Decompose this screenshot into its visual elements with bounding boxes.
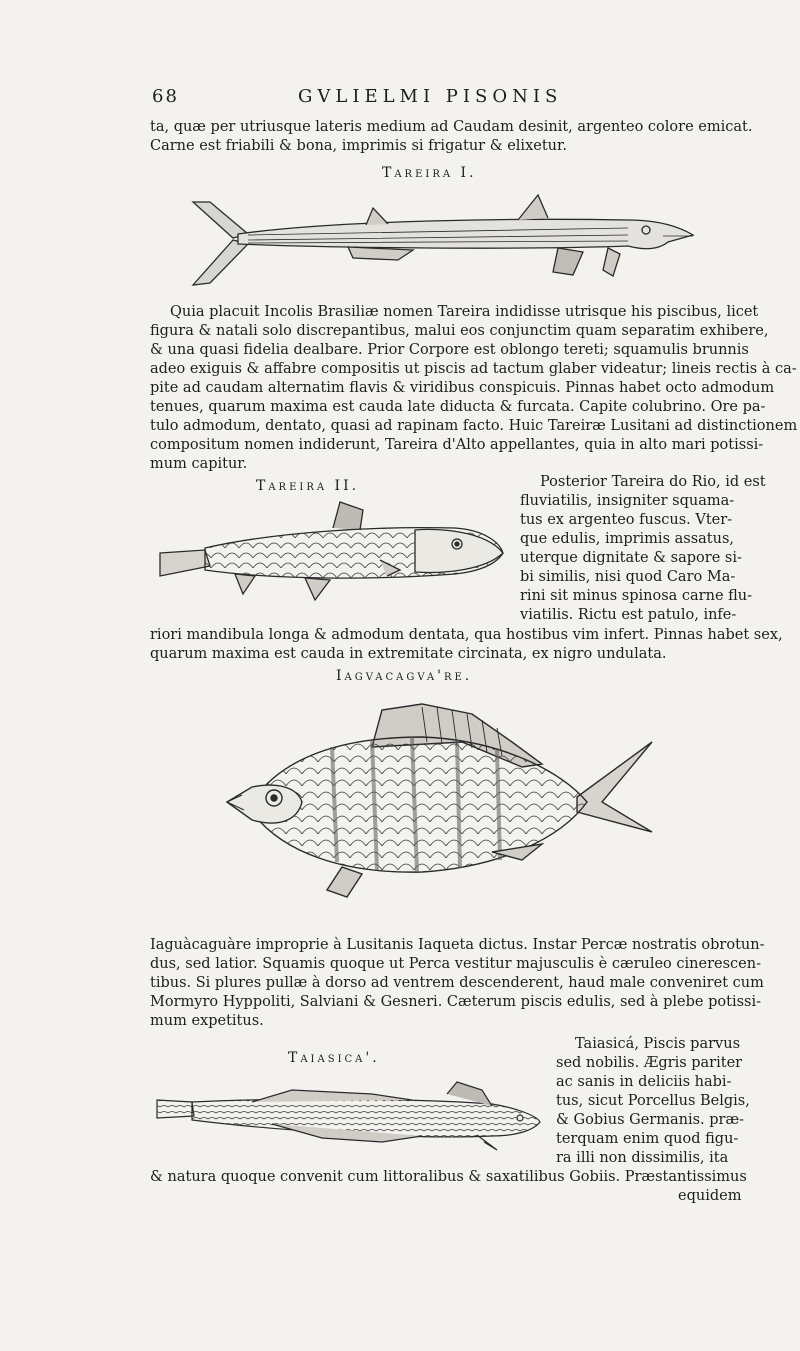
side-text-1-line: rini sit minus spinosa carne flu- — [520, 588, 753, 604]
side-text-2-line: terquam enim quod figu- — [556, 1131, 739, 1147]
paragraph-1-line: Quia placuit Incolis Brasiliæ nomen Tareira indidisse utrisque his piscibus, licet — [170, 304, 759, 320]
catchword: equidem — [678, 1188, 742, 1204]
side-text-2-line: Taiasicá, Piscis parvus — [575, 1036, 741, 1052]
paragraph-1-line: compositum nomen indiderunt, Tareira d'Alto appellantes, quia in alto mari potissi- — [150, 437, 764, 453]
figure-caption-iaguacaguare: Iagvacagva're. — [336, 668, 473, 684]
side-text-1-line: bi similis, nisi quod Caro Ma- — [520, 569, 736, 585]
side-text-2-line: tus, sicut Porcellus Belgis, — [556, 1093, 750, 1109]
tareira-2-illustration — [155, 498, 510, 608]
paragraph-3-line: tibus. Si plures pullæ à dorso ad ventrem descenderent, haud male conveniret cum — [150, 975, 764, 991]
side-text-1-line: tus ex argenteo fuscus. Vter- — [520, 512, 733, 528]
paragraph-1-line: tenues, quarum maxima est cauda late diducta & furcata. Capite colubrino. Ore pa- — [150, 399, 766, 415]
paragraph-3-line: dus, sed latior. Squamis quoque ut Perca vestitur majusculis è cæruleo cinerescen- — [150, 956, 761, 972]
intro-line: Carne est friabili & bona, imprimis si frigatur & elixetur. — [150, 138, 567, 154]
side-text-1-line: Posterior Tareira do Rio, id est — [540, 474, 766, 490]
side-text-2-line: ac sanis in deliciis habi- — [556, 1074, 732, 1090]
side-text-1-line: viatilis. Rictu est patulo, infe- — [520, 607, 737, 623]
paragraph-1-line: tulo admodum, dentato, quasi ad rapinam facto. Huic Tareiræ Lusitani ad distinctionem — [150, 418, 798, 434]
running-title: GVLIELMI PISONIS — [298, 86, 563, 107]
side-text-1-line: que edulis, imprimis assatus, — [520, 531, 735, 547]
side-text-2-line: ra illi non dissimilis, ita — [556, 1150, 729, 1166]
intro-line: ta, quæ per utriusque lateris medium ad Caudam desinit, argenteo colore emicat. — [150, 119, 753, 135]
paragraph-3-line: Mormyro Hyppoliti, Salviani & Gesneri. Cæterum piscis edulis, sed à plebe potissi- — [150, 994, 762, 1010]
paragraph-1-line: & una quasi fidelia dealbare. Prior Corpore est oblongo tereti; squamulis brunnis — [150, 342, 749, 358]
paragraph-4-line: & natura quoque convenit cum littoralibus & saxatilibus Gobiis. Præstantissimus — [150, 1169, 747, 1185]
iaguacaguare-illustration — [222, 702, 662, 907]
figure-caption-tareira-1: Tareira I. — [382, 165, 477, 181]
paragraph-2-line: quarum maxima est cauda in extremitate circinata, ex nigro undulata. — [150, 646, 667, 662]
paragraph-2-line: riori mandibula longa & admodum dentata, qua hostibus vim infert. Pinnas habet sex, — [150, 627, 783, 643]
paragraph-1-line: pite ad caudam alternatim flavis & viridibus conspicuis. Pinnas habet octo admodum — [150, 380, 775, 396]
paragraph-3-line: mum expetitus. — [150, 1013, 264, 1029]
side-text-1-line: uterque dignitate & sapore si- — [520, 550, 742, 566]
paragraph-1-line: adeo exiguis & affabre compositis ut piscis ad tactum glaber videatur; lineis rectis à ca- — [150, 361, 797, 377]
side-text-1-line: fluviatilis, insigniter squama- — [520, 493, 735, 509]
taiasica-illustration — [152, 1080, 544, 1160]
paragraph-1-line: figura & natali solo discrepantibus, malui eos conjunctim quam separatim exhibere, — [150, 323, 769, 339]
figure-caption-tareira-2: Tareira II. — [256, 478, 360, 494]
side-text-2-line: sed nobilis. Ægris pariter — [556, 1055, 743, 1071]
paragraph-1-line: mum capitur. — [150, 456, 248, 472]
paragraph-3-line: Iaguàcaguàre improprie à Lusitanis Iaqueta dictus. Instar Percæ nostratis obrotun- — [150, 937, 765, 953]
figure-caption-taiasica: Taiasica'. — [288, 1050, 380, 1066]
tareira-1-illustration — [188, 190, 700, 290]
side-text-2-line: & Gobius Germanis. præ- — [556, 1112, 745, 1128]
page-number: 68 — [152, 86, 179, 107]
